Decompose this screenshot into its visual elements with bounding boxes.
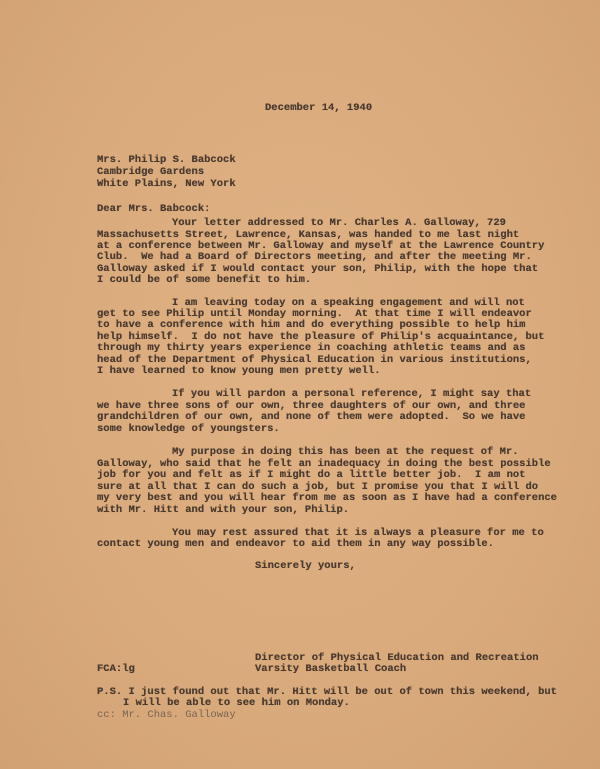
paragraph-line: Your letter addressed to Mr. Charles A. Galloway, 729 — [172, 217, 506, 229]
paragraph-line: If you will pardon a personal reference, I might say that — [172, 388, 532, 400]
paragraph-line: through my thirty years experience in coaching athletic teams and as — [97, 342, 526, 354]
paragraph-line: grandchildren of our own, and none of them were adopted. So we have — [97, 411, 526, 423]
paragraph-line: we have three sons of our own, three daughters of our own, and three — [97, 400, 526, 412]
paragraph-line: I could be of some benefit to him. — [97, 274, 312, 286]
paragraph-line: help himself. I do not have the pleasure of Philip's acquaintance, but — [97, 331, 545, 343]
paragraph-line: Massachusetts Street, Lawrence, Kansas, was handed to me last night — [97, 229, 520, 241]
paragraph-line: I have learned to know young men pretty well. — [97, 365, 381, 377]
paragraph-line: Galloway asked if I would contact your son, Philip, with the hope that — [97, 263, 539, 275]
paragraph-line: You may rest assured that it is always a pleasure for me to — [172, 527, 544, 539]
recipient-address-line: Cambridge Gardens — [97, 166, 205, 178]
paragraph-line: contact young men and endeavor to aid them in any way possible. — [97, 538, 494, 550]
paragraph-line: at a conference between Mr. Galloway and myself at the Lawrence Country — [97, 240, 545, 252]
paragraph-line: head of the Department of Physical Education in various institutions, — [97, 354, 532, 366]
postscript-line: I will be able to see him on Monday. — [123, 697, 350, 709]
recipient-name: Mrs. Philip S. Babcock — [97, 154, 236, 166]
paragraph-line: job for you and felt as if I might do a little better job. I am not — [97, 469, 526, 481]
postscript-line: P.S. I just found out that Mr. Hitt will be out of town this weekend, but — [97, 686, 557, 698]
paragraph-line: to have a conference with him and do everything possible to help him — [97, 319, 526, 331]
paragraph-line: get to see Philip until Monday morning. At that time I will endeavor — [97, 308, 532, 320]
paragraph-line: sure at all that I can do such a job, but I promise you that I will do — [97, 481, 539, 493]
typist-initials: FCA:lg — [97, 663, 135, 675]
paragraph-line: my very best and you will hear from me as soon as I have had a conference — [97, 492, 557, 504]
recipient-city: White Plains, New York — [97, 178, 236, 190]
paragraph-line: I am leaving today on a speaking engagement and will not — [172, 297, 525, 309]
letter-date: December 14, 1940 — [265, 102, 373, 114]
salutation: Dear Mrs. Babcock: — [97, 203, 211, 215]
paragraph-line: Galloway, who said that he felt an inadequacy in doing the best possible — [97, 458, 551, 470]
paragraph-line: My purpose in doing this has been at the request of Mr. — [172, 446, 519, 458]
paragraph-line: Club. We had a Board of Directors meeting, and after the meeting Mr. — [97, 251, 532, 263]
carbon-copy-line: cc: Mr. Chas. Galloway — [97, 709, 236, 721]
paragraph-line: with Mr. Hitt and with your son, Philip. — [97, 504, 350, 516]
signature-title: Varsity Basketball Coach — [255, 663, 407, 675]
closing: Sincerely yours, — [255, 560, 356, 572]
paragraph-line: some knowledge of youngsters. — [97, 423, 280, 435]
signature-title: Director of Physical Education and Recreation — [255, 652, 539, 664]
